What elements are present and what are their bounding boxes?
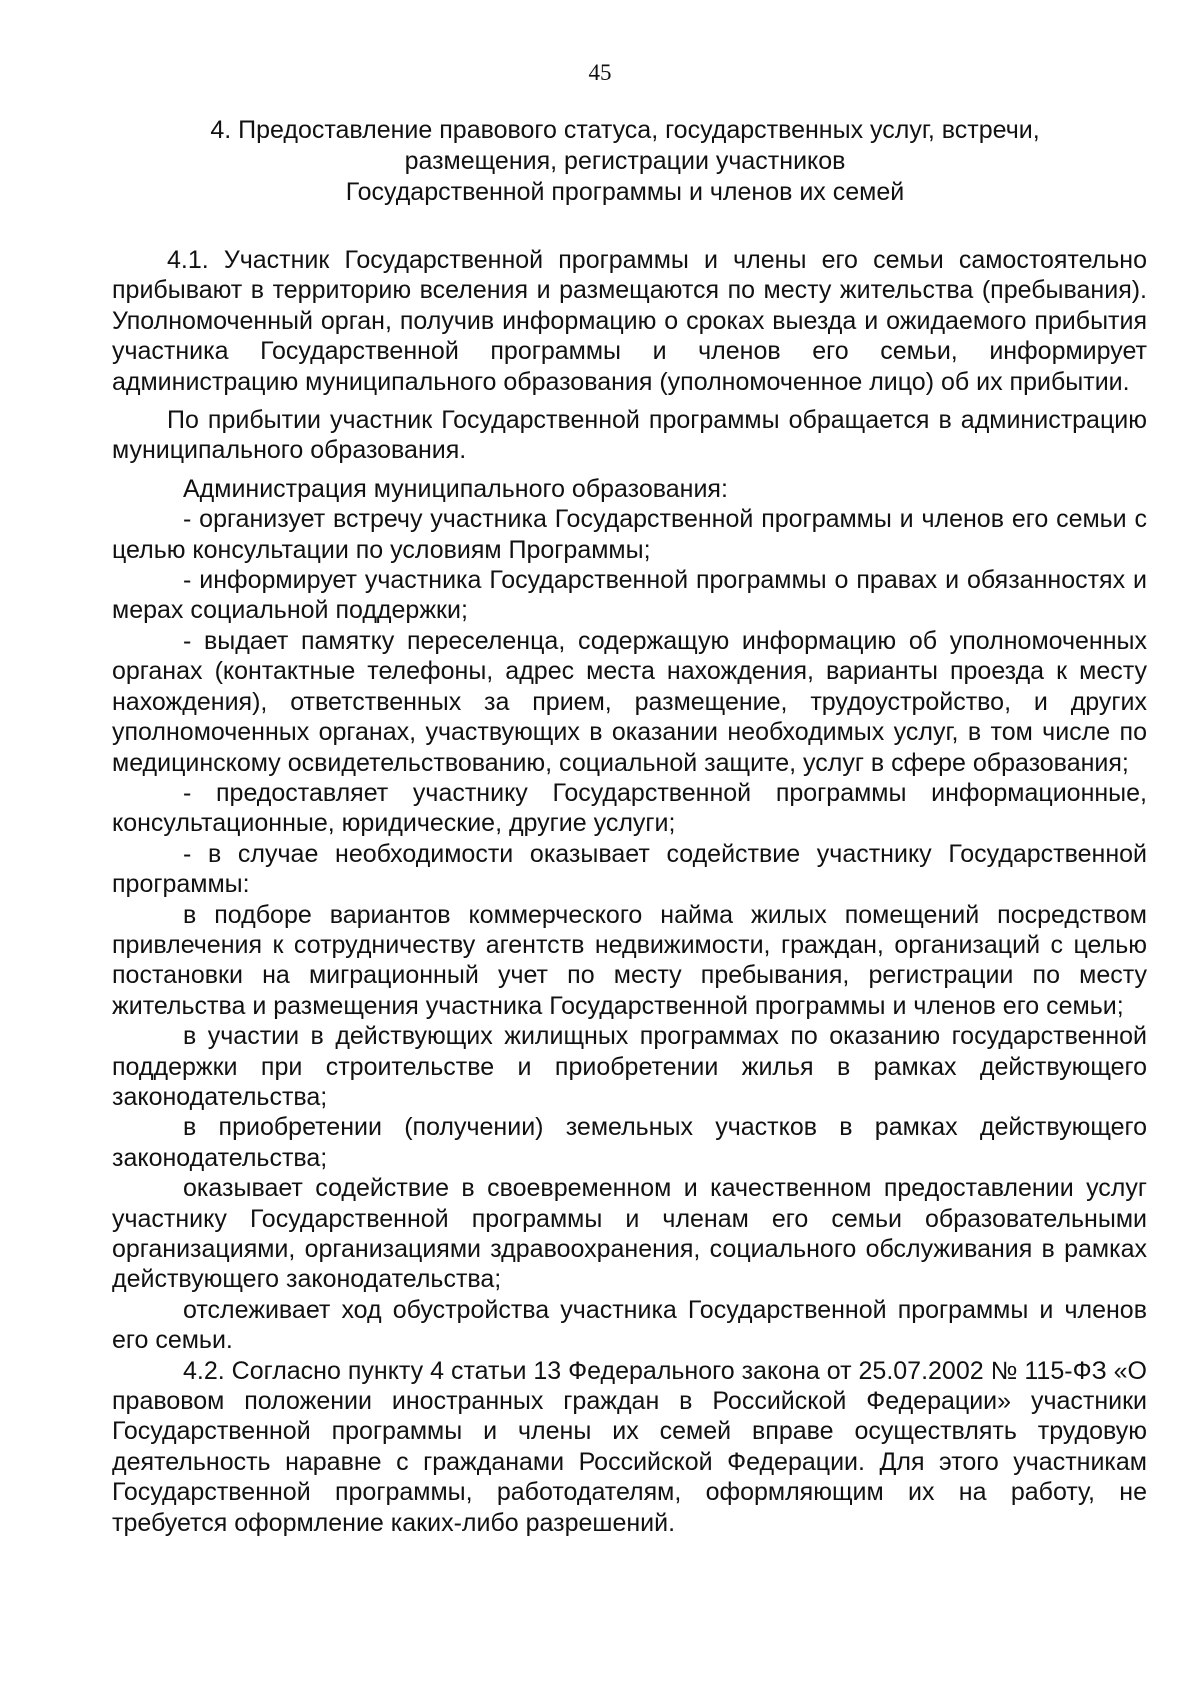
paragraph-4-1: 4.1. Участник Государственной программы и члены его семьи самостоятельно прибывают в территорию вселения и размещаются по месту жительства (пребывания). Уполномоченный орган, получив информацию о сроках выезда и ожидаемого прибытия участника Государственной программы и членов его семьи, информирует администрацию муниципального образования (уполномоченное лицо) об их прибытии. xyxy=(112,246,1147,396)
sub-item-programs: в участии в действующих жилищных программах по оказанию государственной поддержки при строительстве и приобретении жилья в рамках действующего законодательства; xyxy=(112,1022,1147,1111)
paragraph-monitoring: отслеживает ход обустройства участника Государственной программы и членов его семьи. xyxy=(112,1295,1147,1355)
list-item-assistance: - в случае необходимости оказывает содействие участнику Государственной программы: xyxy=(112,839,1147,899)
list-item-meeting: - организует встречу участника Государственной программы и членов его семьи с целью консультации по условиям Программы; xyxy=(112,505,1147,564)
paragraph-arrival: По прибытии участник Государственной программы обращается в администрацию муниципального образования. xyxy=(112,406,1147,465)
section-heading xyxy=(110,115,1140,208)
list-item-services: - предоставляет участнику Государственной программы информационные, консультационные, юридические, другие услуги; xyxy=(112,778,1147,838)
paragraph-admin-intro: Администрация муниципального образования: xyxy=(183,474,728,503)
section-heading-line-2: размещения, регистрации участников xyxy=(404,147,846,175)
page-number: 45 xyxy=(588,60,612,85)
list-item-informs: - информирует участника Государственной программы о правах и обязанностях и мерах социальной поддержки; xyxy=(112,566,1147,625)
sub-item-housing: в подборе вариантов коммерческого найма жилых помещений посредством привлечения к сотрудничеству агентств недвижимости, граждан, организаций с целью постановки на миграционный учет по месту пребывания, регистрации по месту жительства и размещения участника Государственной программы и членов его семьи; xyxy=(112,900,1147,1020)
paragraph-4-2: 4.2. Согласно пункту 4 статьи 13 Федерального закона от 25.07.2002 № 115-ФЗ «О правовом положении иностранных граждан в Российской Федерации» участники Государственной программы и члены их семей вправе осуществлять трудовую деятельность наравне с гражданами Российской Федерации. Для этого участникам Государственной программы, работодателям, оформляющим их на работу, не требуется оформление каких-либо разрешений. xyxy=(112,1356,1147,1537)
document-body xyxy=(112,245,1147,1538)
paragraph-services-support: оказывает содействие в своевременном и качественном предоставлении услуг участнику Государственной программы и членам его семьи образовательными организациями, организациями здравоохранения, социального обслуживания в рамках действующего законодательства; xyxy=(112,1174,1147,1294)
section-heading-line-3: Государственной программы и членов их семей xyxy=(345,178,905,206)
list-item-memo: - выдает памятку переселенца, содержащую информацию об уполномоченных органах (контактные телефоны, адрес места нахождения, варианты проезда к месту нахождения), ответственных за прием, размещение, трудоустройство, и других уполномоченных органах, участвующих в оказании необходимых услуг, в том числе по медицинскому освидетельствованию, социальной защите, услуг в сфере образования; xyxy=(112,626,1147,777)
sub-item-land: в приобретении (получении) земельных участков в рамках действующего законодательства; xyxy=(112,1113,1147,1172)
section-heading-line-1: 4. Предоставление правового статуса, государственных услуг, встречи, xyxy=(210,116,1040,144)
